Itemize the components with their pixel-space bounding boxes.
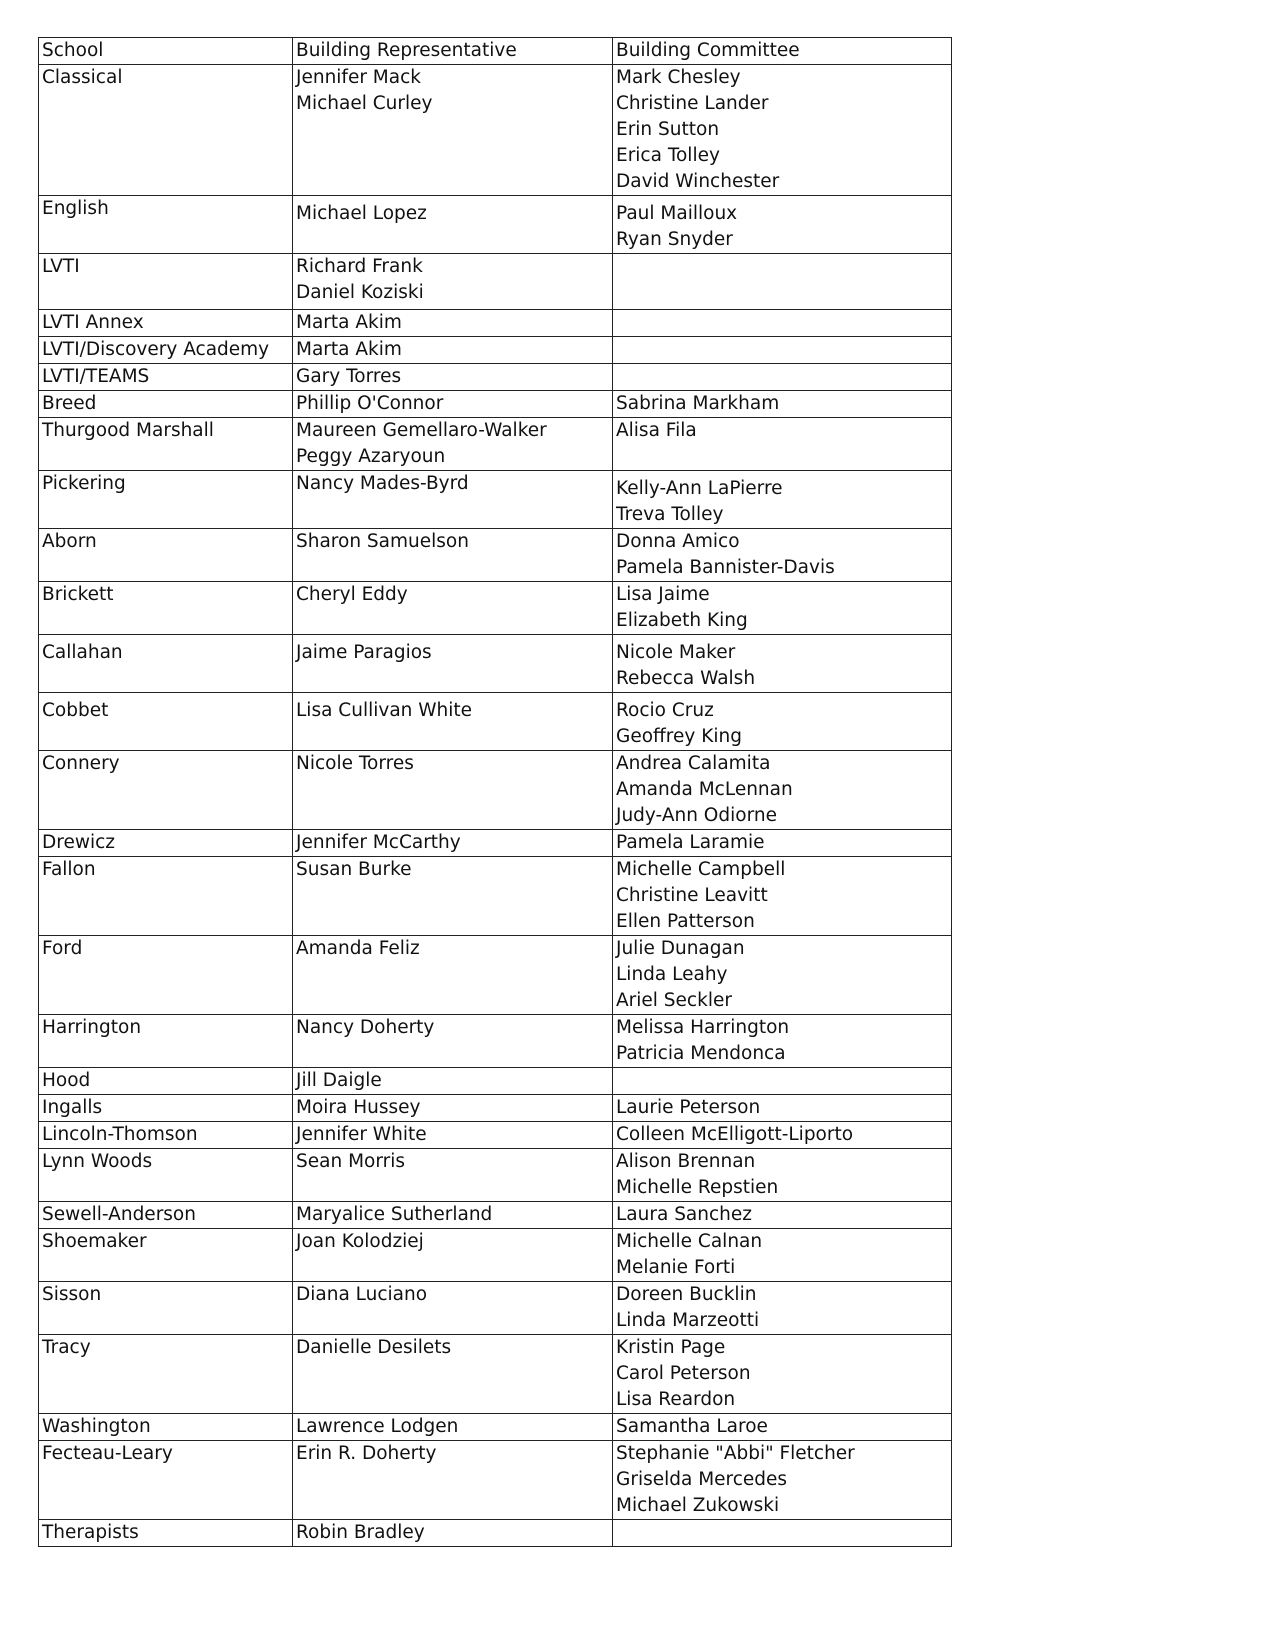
school-cell (39, 337, 293, 364)
building-representative-cell (293, 1015, 613, 1068)
table-row (39, 1229, 952, 1282)
building-committee-cell (613, 582, 952, 635)
table-row (39, 1068, 952, 1095)
building-committee-cell (613, 337, 952, 364)
table-row (39, 693, 952, 751)
header-building-representative: Building Representative (293, 38, 613, 65)
building-representative-cell (293, 751, 613, 830)
committee-member-name: Michelle Repstien (616, 1177, 779, 1198)
building-representative-cell (293, 1229, 613, 1282)
school-cell (39, 391, 293, 418)
table-row (39, 1441, 952, 1520)
table-row (39, 830, 952, 857)
table-row (39, 582, 952, 635)
table-row (39, 1149, 952, 1202)
school-cell (39, 310, 293, 337)
building-representative-cell (293, 1095, 613, 1122)
committee-member-name: Carol Peterson (616, 1363, 751, 1384)
representative-name: Robin Bradley (296, 1522, 425, 1543)
school-name: Connery (42, 753, 120, 774)
representative-name: Jennifer Mack (296, 67, 421, 88)
representative-name: Nicole Torres (296, 753, 414, 774)
building-committee-cell (613, 310, 952, 337)
school-name: Washington (42, 1416, 151, 1437)
committee-member-name: Erica Tolley (616, 145, 720, 166)
committee-member-name: Stephanie "Abbi" Fletcher (616, 1443, 855, 1464)
table-row (39, 65, 952, 196)
school-cell (39, 364, 293, 391)
committee-member-name: Andrea Calamita (616, 753, 771, 774)
school-cell (39, 1095, 293, 1122)
school-name: Lynn Woods (42, 1151, 153, 1172)
building-representative-cell (293, 391, 613, 418)
building-representative-cell (293, 471, 613, 529)
building-committee-cell (613, 1229, 952, 1282)
committee-member-name: Kristin Page (616, 1337, 726, 1358)
school-cell (39, 751, 293, 830)
building-committee-cell (613, 1441, 952, 1520)
building-representative-cell (293, 65, 613, 196)
building-committee-cell (613, 857, 952, 936)
school-name: Drewicz (42, 832, 115, 853)
table-row (39, 529, 952, 582)
building-committee-cell (613, 364, 952, 391)
building-committee-cell (613, 471, 952, 529)
building-representative-cell (293, 364, 613, 391)
committee-member-name: Rocio Cruz (616, 700, 714, 721)
school-name: Thurgood Marshall (42, 420, 214, 441)
committee-member-name: Melanie Forti (616, 1257, 736, 1278)
building-representative-cell (293, 196, 613, 254)
table-row (39, 751, 952, 830)
school-cell (39, 1015, 293, 1068)
building-representative-cell (293, 693, 613, 751)
building-representative-cell (293, 254, 613, 310)
committee-member-name: Michelle Calnan (616, 1231, 763, 1252)
building-committee-cell (613, 1282, 952, 1335)
school-name: Callahan (42, 642, 123, 663)
representative-name: Jill Daigle (296, 1070, 382, 1091)
school-name: English (42, 198, 109, 219)
building-representative-cell (293, 635, 613, 693)
committee-member-name: Erin Sutton (616, 119, 720, 140)
school-cell (39, 254, 293, 310)
committee-member-name: Linda Marzeotti (616, 1310, 760, 1331)
building-committee-cell (613, 418, 952, 471)
committee-member-name: Mark Chesley (616, 67, 741, 88)
table-row (39, 1095, 952, 1122)
school-name: Fallon (42, 859, 96, 880)
committee-member-name: Laura Sanchez (616, 1204, 752, 1225)
building-representative-cell (293, 1068, 613, 1095)
building-representative-cell (293, 529, 613, 582)
school-name: LVTI/TEAMS (42, 366, 150, 387)
table-row (39, 857, 952, 936)
building-committee-cell (613, 1015, 952, 1068)
committee-member-name: Lisa Reardon (616, 1389, 736, 1410)
header-school: School (39, 38, 293, 65)
table-row (39, 196, 952, 254)
school-name: Harrington (42, 1017, 142, 1038)
representative-name: Gary Torres (296, 366, 402, 387)
school-name: Breed (42, 393, 97, 414)
building-committee-cell (613, 1520, 952, 1547)
school-name: Cobbet (42, 700, 109, 721)
school-name: Pickering (42, 473, 126, 494)
building-committee-cell (613, 1095, 952, 1122)
school-name: LVTI Annex (42, 312, 144, 333)
committee-member-name: Christine Lander (616, 93, 769, 114)
committee-member-name: Julie Dunagan (616, 938, 745, 959)
building-committee-cell (613, 1335, 952, 1414)
header-row (39, 38, 952, 65)
building-representative-cell (293, 1335, 613, 1414)
school-name: Lincoln-Thomson (42, 1124, 198, 1145)
school-cell (39, 418, 293, 471)
committee-member-name: Ryan Snyder (616, 229, 733, 250)
committee-member-name: Geoffrey King (616, 726, 742, 747)
representative-name: Michael Lopez (296, 203, 427, 224)
committee-member-name: Sabrina Markham (616, 393, 780, 414)
committee-member-name: Colleen McElligott-Liporto (616, 1124, 854, 1145)
table-row (39, 1520, 952, 1547)
school-cell (39, 1068, 293, 1095)
school-cell (39, 1441, 293, 1520)
representative-name: Jennifer White (296, 1124, 427, 1145)
building-committee-cell (613, 936, 952, 1015)
school-name: LVTI (42, 256, 80, 277)
committee-member-name: Alison Brennan (616, 1151, 756, 1172)
school-cell (39, 1520, 293, 1547)
table-row (39, 254, 952, 310)
representative-name: Sharon Samuelson (296, 531, 469, 552)
roster-sheet (38, 37, 942, 1547)
representative-name: Marta Akim (296, 339, 402, 360)
committee-member-name: Griselda Mercedes (616, 1469, 788, 1490)
committee-member-name: Nicole Maker (616, 642, 736, 663)
representative-name: Daniel Koziski (296, 282, 424, 303)
representative-name: Amanda Feliz (296, 938, 420, 959)
building-representative-cell (293, 1122, 613, 1149)
table-row (39, 635, 952, 693)
building-committee-cell (613, 529, 952, 582)
school-name: Tracy (42, 1337, 91, 1358)
building-representative-cell (293, 1149, 613, 1202)
committee-member-name: Patricia Mendonca (616, 1043, 786, 1064)
table-row (39, 391, 952, 418)
representative-name: Jaime Paragios (296, 642, 432, 663)
committee-member-name: Pamela Laramie (616, 832, 765, 853)
building-representative-cell (293, 1202, 613, 1229)
building-committee-cell (613, 1202, 952, 1229)
building-committee-cell (613, 254, 952, 310)
building-representative-cell (293, 1520, 613, 1547)
school-cell (39, 635, 293, 693)
committee-member-name: Samantha Laroe (616, 1416, 768, 1437)
school-cell (39, 582, 293, 635)
school-cell (39, 196, 293, 254)
school-name: Sisson (42, 1284, 102, 1305)
building-committee-cell (613, 196, 952, 254)
school-name: Ingalls (42, 1097, 103, 1118)
building-representative-cell (293, 582, 613, 635)
committee-member-name: Elizabeth King (616, 610, 748, 631)
building-committee-cell (613, 751, 952, 830)
committee-member-name: Kelly-Ann LaPierre (616, 478, 783, 499)
school-cell (39, 65, 293, 196)
representative-name: Diana Luciano (296, 1284, 428, 1305)
committee-member-name: Donna Amico (616, 531, 740, 552)
building-committee-cell (613, 1414, 952, 1441)
roster-table-body (39, 38, 952, 1547)
building-committee-cell (613, 1149, 952, 1202)
committee-member-name: Rebecca Walsh (616, 668, 756, 689)
school-cell (39, 1149, 293, 1202)
table-row (39, 1282, 952, 1335)
representative-name: Susan Burke (296, 859, 412, 880)
representative-name: Cheryl Eddy (296, 584, 408, 605)
school-name: Ford (42, 938, 83, 959)
school-cell (39, 1122, 293, 1149)
school-cell (39, 936, 293, 1015)
committee-member-name: Treva Tolley (616, 504, 724, 525)
school-cell (39, 830, 293, 857)
building-committee-cell (613, 1122, 952, 1149)
committee-member-name: Paul Mailloux (616, 203, 738, 224)
representative-name: Richard Frank (296, 256, 423, 277)
representative-name: Lawrence Lodgen (296, 1416, 459, 1437)
representative-name: Peggy Azaryoun (296, 446, 446, 467)
committee-member-name: Michael Zukowski (616, 1495, 780, 1516)
representative-name: Nancy Mades-Byrd (296, 473, 469, 494)
table-row (39, 1202, 952, 1229)
committee-member-name: Ellen Patterson (616, 911, 755, 932)
representative-name: Lisa Cullivan White (296, 700, 473, 721)
school-cell (39, 1202, 293, 1229)
school-cell (39, 471, 293, 529)
table-row (39, 337, 952, 364)
building-committee-cell (613, 65, 952, 196)
school-name: Therapists (42, 1522, 139, 1543)
school-cell (39, 693, 293, 751)
school-name: Shoemaker (42, 1231, 147, 1252)
building-committee-cell (613, 693, 952, 751)
school-name: Sewell-Anderson (42, 1204, 196, 1225)
committee-member-name: Linda Leahy (616, 964, 728, 985)
committee-member-name: Christine Leavitt (616, 885, 768, 906)
representative-name: Erin R. Doherty (296, 1443, 437, 1464)
representative-name: Phillip O'Connor (296, 393, 444, 414)
table-row (39, 418, 952, 471)
representative-name: Maureen Gemellaro-Walker (296, 420, 547, 441)
building-committee-cell (613, 1068, 952, 1095)
table-row (39, 1414, 952, 1441)
building-representative-cell (293, 830, 613, 857)
building-roster-table (38, 37, 952, 1547)
building-representative-cell (293, 1441, 613, 1520)
school-cell (39, 1229, 293, 1282)
building-representative-cell (293, 1282, 613, 1335)
school-name: Aborn (42, 531, 97, 552)
representative-name: Marta Akim (296, 312, 402, 333)
school-cell (39, 857, 293, 936)
representative-name: Sean Morris (296, 1151, 406, 1172)
table-row (39, 1122, 952, 1149)
committee-member-name: Ariel Seckler (616, 990, 732, 1011)
school-cell (39, 529, 293, 582)
table-row (39, 1015, 952, 1068)
table-row (39, 471, 952, 529)
table-row (39, 310, 952, 337)
committee-member-name: Michelle Campbell (616, 859, 786, 880)
school-name: Hood (42, 1070, 91, 1091)
school-name: Classical (42, 67, 123, 88)
table-row (39, 1335, 952, 1414)
building-committee-cell (613, 391, 952, 418)
building-representative-cell (293, 936, 613, 1015)
school-name: LVTI/Discovery Academy (42, 339, 270, 360)
building-representative-cell (293, 310, 613, 337)
representative-name: Moira Hussey (296, 1097, 421, 1118)
building-representative-cell (293, 857, 613, 936)
representative-name: Danielle Desilets (296, 1337, 452, 1358)
school-cell (39, 1282, 293, 1335)
committee-member-name: Alisa Fila (616, 420, 697, 441)
school-name: Brickett (42, 584, 114, 605)
building-representative-cell (293, 418, 613, 471)
school-cell (39, 1414, 293, 1441)
school-cell (39, 1335, 293, 1414)
committee-member-name: Doreen Bucklin (616, 1284, 757, 1305)
representative-name: Nancy Doherty (296, 1017, 435, 1038)
representative-name: Michael Curley (296, 93, 433, 114)
building-representative-cell (293, 337, 613, 364)
committee-member-name: Lisa Jaime (616, 584, 710, 605)
table-row (39, 936, 952, 1015)
building-committee-cell (613, 830, 952, 857)
committee-member-name: Laurie Peterson (616, 1097, 761, 1118)
committee-member-name: Amanda McLennan (616, 779, 793, 800)
representative-name: Joan Kolodziej (296, 1231, 424, 1252)
table-row (39, 364, 952, 391)
building-representative-cell (293, 1414, 613, 1441)
building-committee-cell (613, 635, 952, 693)
committee-member-name: Judy-Ann Odiorne (616, 805, 777, 826)
school-name: Fecteau-Leary (42, 1443, 173, 1464)
representative-name: Maryalice Sutherland (296, 1204, 493, 1225)
committee-member-name: Melissa Harrington (616, 1017, 790, 1038)
committee-member-name: Pamela Bannister-Davis (616, 557, 835, 578)
committee-member-name: David Winchester (616, 171, 780, 192)
header-building-committee: Building Committee (613, 38, 952, 65)
representative-name: Jennifer McCarthy (296, 832, 461, 853)
